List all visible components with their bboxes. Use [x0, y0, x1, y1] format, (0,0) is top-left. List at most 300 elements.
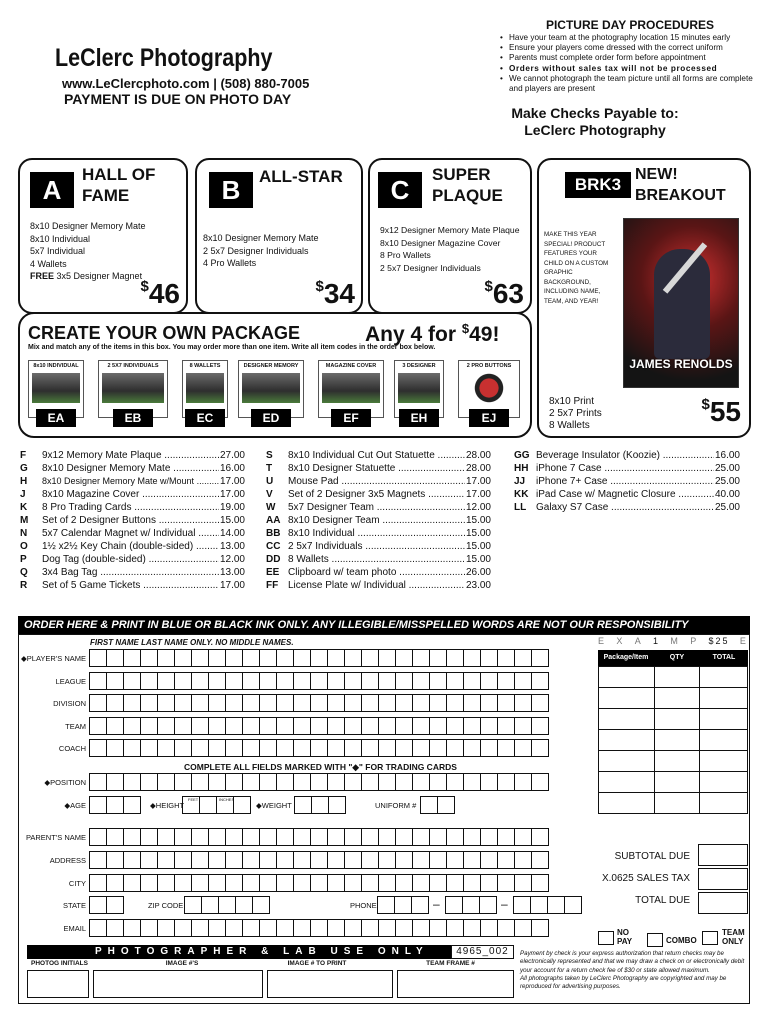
diamond-icon: ◆: [150, 801, 156, 810]
total-due-box[interactable]: [698, 892, 748, 914]
package-brk3-price: [702, 396, 742, 428]
item-code: FF: [266, 580, 279, 591]
procedures-list: [500, 33, 760, 94]
item-price: 13.00: [219, 567, 245, 578]
item-desc: Set of 5 Game Tickets .....: [42, 579, 219, 592]
item-code: DD: [266, 554, 281, 565]
package-a-price-value: 46: [148, 278, 180, 309]
breakout-poster-image: [623, 218, 739, 388]
package-b-item: 4 Pro Wallets: [203, 258, 257, 268]
company-name: LeClerc Photography: [55, 44, 273, 72]
package-a-price: [141, 278, 181, 310]
parents-name-label: PARENT'S NAME: [25, 833, 86, 842]
poster-name: JAMES RENOLDS: [629, 357, 733, 371]
item-code: BB: [266, 528, 281, 539]
package-c-price-value: 63: [492, 278, 524, 309]
package-a-item: 4 Wallets: [30, 258, 67, 269]
city-label: CITY: [68, 879, 86, 888]
thumbnail-image: [462, 373, 516, 403]
team-grid[interactable]: [90, 717, 549, 735]
item-code: G: [20, 463, 28, 474]
example-letter: A: [634, 636, 643, 646]
package-c-item: 8 Pro Wallets: [380, 250, 431, 260]
diamond-icon: ◆: [64, 801, 71, 810]
payment-notice: PAYMENT IS DUE ON PHOTO DAY: [64, 91, 292, 107]
package-a-item: 5x7 Individual: [30, 246, 86, 256]
thumbnail-label: 2 PRO BUTTONS: [466, 363, 512, 369]
item-row: [514, 501, 740, 514]
item-price: 15.00: [219, 515, 245, 526]
package-c-item: 2 5x7 Designer Individuals: [380, 262, 481, 273]
diamond-icon: ◆: [20, 654, 27, 663]
package-b-item: 2 5x7 Designer Individuals: [203, 245, 309, 256]
thumbnail-code: EA: [36, 409, 76, 427]
item-price: 25.00: [714, 502, 740, 513]
thumbnail-label: 3 DESIGNER: [402, 363, 436, 369]
thumbnail-label: 2 5X7 INDIVIDUALS: [107, 363, 159, 369]
thumbnail-label: 8 WALLETS: [189, 363, 221, 369]
item-code: KK: [514, 489, 529, 500]
item-desc: 5x7 Designer Team .....: [288, 501, 465, 514]
item-row: [266, 501, 491, 514]
procedure-item: • Orders without sales tax will not be processed: [500, 64, 760, 74]
thumbnail-label: MAGAZINE COVER: [325, 363, 377, 369]
procedures-title: PICTURE DAY PROCEDURES: [545, 18, 715, 32]
item-row: [514, 488, 740, 501]
item-price: 12.00: [219, 554, 245, 565]
age-grid[interactable]: [90, 796, 141, 814]
item-price: 14.00: [219, 528, 245, 539]
lab-header: TEAM FRAME #: [426, 960, 475, 967]
item-code: Q: [20, 567, 28, 578]
player-name-grid[interactable]: [90, 649, 549, 667]
order-banner: ORDER HERE & PRINT IN BLUE OR BLACK INK ONLY. ANY ILLEGIBLE/MISSPELLED WORDS ARE NOT OUR RESPONSIBILITY: [18, 616, 750, 634]
phone-dash: –: [501, 897, 508, 911]
item-price: 19.00: [219, 502, 245, 513]
col-qty: QTY: [669, 654, 685, 661]
package-c-letter: C: [378, 172, 422, 208]
coach-grid[interactable]: [90, 739, 549, 757]
item-row: [20, 462, 245, 475]
currency-symbol: $: [484, 278, 493, 295]
item-price: 23.00: [465, 580, 491, 591]
package-brk3-item: 2 5x7 Prints: [549, 408, 602, 419]
item-code: CC: [266, 541, 281, 552]
order-table[interactable]: [598, 666, 748, 814]
package-b-title: ALL-STAR: [259, 167, 343, 186]
item-price: 16.00: [714, 450, 740, 461]
example-qty: 1: [653, 636, 661, 646]
item-code: F: [20, 450, 27, 461]
coach-label: COACH: [58, 744, 86, 753]
item-row: [266, 475, 491, 488]
lab-fields: [27, 970, 514, 998]
package-c-items: [380, 224, 532, 274]
item-price: 25.00: [714, 476, 740, 487]
package-brk3-box: [537, 158, 751, 438]
zip-grid[interactable]: [185, 896, 270, 914]
trading-card-note: [184, 762, 457, 773]
item-code: LL: [514, 502, 527, 513]
position-grid[interactable]: [90, 773, 549, 791]
thumbnail-code: EJ: [469, 409, 509, 427]
item-row: [20, 566, 245, 579]
item-desc: Set of 2 Designer Buttons .....: [42, 514, 219, 527]
item-price: 17.00: [465, 489, 491, 500]
item-code: T: [266, 463, 273, 474]
item-row: [266, 579, 491, 592]
item-desc: 3x4 Bag Tag .....: [42, 566, 219, 579]
thumbnail-image: [102, 373, 164, 403]
item-code: S: [266, 450, 273, 461]
subtotal-label: SUBTOTAL DUE: [614, 851, 690, 862]
lab-header: IMAGE # TO PRINT: [287, 960, 347, 967]
item-price: 15.00: [465, 554, 491, 565]
no-pay-line-2: PAY: [617, 937, 633, 946]
example-letter: X: [616, 636, 625, 646]
checks-payable: [505, 105, 685, 139]
currency-symbol: $: [140, 278, 149, 295]
photographer-lab-bar: PHOTOGRAPHER & LAB USE ONLY: [27, 945, 514, 959]
item-price: 13.00: [219, 541, 245, 552]
age-label: [0, 801, 86, 810]
thumbnail-ec: [182, 360, 228, 425]
item-code: GG: [514, 450, 530, 461]
phone-area-grid[interactable]: [378, 896, 429, 914]
address-grid[interactable]: [90, 851, 549, 869]
team-only-line-1: TEAM: [722, 928, 745, 937]
weight-grid[interactable]: [295, 796, 346, 814]
item-desc: 8 Wallets .....: [288, 553, 465, 566]
diamond-icon: ◆: [256, 801, 262, 810]
image-to-print-field[interactable]: [267, 970, 393, 998]
checks-line-2: LeClerc Photography: [524, 122, 666, 138]
position-text: POSITION: [50, 778, 86, 787]
thumbnail-ea: [28, 360, 84, 425]
player-name-text: PLAYER'S NAME: [26, 654, 86, 663]
position-label: [0, 778, 86, 787]
item-row: [514, 462, 740, 475]
item-row: [266, 566, 491, 579]
package-brk3-title: NEW! BREAKOUT: [635, 166, 726, 204]
sales-tax-box[interactable]: [698, 868, 748, 890]
item-desc: Dog Tag (double-sided) .....: [42, 553, 219, 566]
item-price: 15.00: [465, 515, 491, 526]
thumbnail-code: EB: [113, 409, 153, 427]
package-brk3-item: 8x10 Print: [549, 396, 595, 407]
disclaimer-payment: Payment by check is your express authorization that return checks may be electronically represented and that we may draw a check on or electronically debit your account for a return check fee of $30 or state allowed maximum.: [520, 950, 745, 974]
thumbnail-eb: [98, 360, 168, 425]
item-price: 16.00: [219, 463, 245, 474]
order-table-header: [598, 650, 748, 666]
thumbnail-image: [322, 373, 380, 403]
phone-dash: –: [433, 897, 440, 911]
package-a-letter: A: [30, 172, 74, 208]
item-desc: 8x10 Designer Memory Mate w/Mount .....: [42, 475, 219, 488]
zip-label: ZIP CODE: [148, 901, 184, 910]
no-pay-label: [617, 928, 632, 946]
item-desc: Galaxy S7 Case .....: [536, 501, 714, 514]
package-brk3-promo: MAKE THIS YEAR SPECIAL! PRODUCT FEATURES YOUR CHILD ON A CUSTOM GRAPHIC BACKGROUND, INCLUDING NAME, TEAM, AND YEAR!: [544, 231, 609, 305]
item-price: 26.00: [465, 567, 491, 578]
team-only-label: [722, 928, 745, 946]
item-desc: 8x10 Magazine Cover .....: [42, 488, 219, 501]
thumbnail-code: EC: [185, 409, 225, 427]
lab-header: PHOTOG INITIALS: [31, 960, 88, 967]
combo-checkbox[interactable]: [647, 933, 663, 947]
uniform-grid[interactable]: [421, 796, 455, 814]
disclaimer: [520, 950, 752, 991]
thumbnail-image: [32, 373, 80, 403]
package-b-letter: B: [209, 172, 253, 208]
lab-header: IMAGE #'S: [165, 960, 199, 967]
package-brk3-item: 8 Wallets: [549, 420, 590, 431]
team-label: TEAM: [65, 722, 86, 731]
procedure-item: • We cannot photograph the team picture until all forms are complete and players are present: [500, 74, 760, 94]
thumbnail-ed: [238, 360, 304, 425]
item-desc: 9x12 Memory Mate Plaque .....: [42, 449, 219, 462]
col-total: TOTAL: [712, 654, 736, 661]
company-contact: www.LeClercphoto.com | (508) 880-7005: [62, 76, 310, 91]
league-grid[interactable]: [90, 672, 549, 690]
package-c-box: [368, 158, 532, 314]
item-row: [20, 579, 245, 592]
item-row: [266, 449, 491, 462]
team-frame-field[interactable]: [397, 970, 514, 998]
item-row: [266, 488, 491, 501]
item-desc: 2 5x7 Individuals .....: [288, 540, 465, 553]
item-row: [20, 449, 245, 462]
item-row: [266, 527, 491, 540]
parents-name-grid[interactable]: [90, 828, 549, 846]
phone-prefix-grid[interactable]: [446, 896, 497, 914]
item-desc: iPhone 7+ Case .....: [536, 475, 714, 488]
thumbnail-label: 8x10 INDIVIDUAL: [33, 363, 79, 369]
package-a-items: [30, 220, 186, 283]
trading-note-post: " FOR TRADING CARDS: [358, 762, 457, 772]
example-letter: M: [670, 636, 680, 646]
item-code: AA: [266, 515, 281, 526]
address-label: ADDRESS: [49, 856, 86, 865]
thumbnail-image: [398, 373, 440, 403]
example-letter: E: [598, 636, 607, 646]
example-total: $25: [708, 636, 730, 646]
item-row: [20, 540, 245, 553]
package-b-item: 8x10 Designer Memory Mate: [203, 233, 319, 243]
item-desc: 8x10 Designer Statuette .....: [288, 462, 465, 475]
item-desc: 8x10 Individual .....: [288, 527, 465, 540]
item-code: V: [266, 489, 273, 500]
item-price: 40.00: [714, 489, 740, 500]
subtotal-box[interactable]: [698, 844, 748, 866]
thumbnail-code: ED: [251, 409, 291, 427]
checks-line-1: Make Checks Payable to:: [511, 105, 679, 121]
item-code: R: [20, 580, 28, 591]
package-b-price: [316, 278, 356, 310]
item-desc: 8x10 Designer Team .....: [288, 514, 465, 527]
item-desc: iPhone 7 Case .....: [536, 462, 714, 475]
example-letter: E: [739, 636, 748, 646]
item-desc: 8x10 Designer Memory Mate .....: [42, 462, 219, 475]
package-b-items: [203, 232, 359, 270]
item-code: M: [20, 515, 29, 526]
item-row: [266, 514, 491, 527]
age-text: AGE: [70, 801, 86, 810]
item-price: 28.00: [465, 463, 491, 474]
item-row: [20, 527, 245, 540]
procedure-item: • Parents must complete order form before appointment: [500, 53, 760, 63]
lab-headers: [27, 960, 514, 967]
package-a-title: HALL OF FAME: [82, 165, 156, 205]
example-row: [598, 636, 748, 648]
currency-symbol: $: [461, 321, 470, 336]
player-name-label: [0, 654, 86, 663]
package-brk3-items: [549, 396, 639, 432]
diamond-icon: ◆: [44, 778, 51, 787]
cyo-offer-price: 49!: [469, 323, 500, 346]
package-a-box: [18, 158, 188, 314]
item-desc: Beverage Insulator (Koozie) .....: [536, 449, 714, 462]
cyo-instructions: Mix and match any of the items in this box. You may order more than one item. Write all item codes in the order box below.: [28, 344, 436, 351]
item-code: P: [20, 554, 27, 565]
diamond-icon: ◆: [352, 762, 359, 772]
item-row: [20, 475, 245, 488]
procedure-item: • Have your team at the photography location 15 minutes early: [500, 33, 760, 43]
feet-label: FEET: [188, 797, 199, 802]
disclaimer-copyright: All photographs taken by LeClerc Photography are copyrighted and may be reproduced for advertising purposes.: [520, 974, 727, 991]
items-column-1: [20, 449, 245, 592]
city-grid[interactable]: [90, 874, 549, 892]
item-desc: 1½ x2½ Key Chain (double-sided) .....: [42, 540, 219, 553]
state-label: STATE: [62, 901, 86, 910]
item-row: [266, 540, 491, 553]
cyo-offer-text: Any 4 for: [365, 323, 462, 346]
height-label: [150, 801, 184, 810]
email-grid[interactable]: [90, 919, 549, 937]
item-code: EE: [266, 567, 280, 578]
division-label: DIVISION: [53, 699, 86, 708]
item-price: 15.00: [465, 541, 491, 552]
team-only-checkbox[interactable]: [702, 931, 718, 945]
currency-symbol: $: [315, 278, 324, 295]
item-desc: 5x7 Calendar Magnet w/ Individual .....: [42, 527, 219, 540]
item-desc: Mouse Pad .....: [288, 475, 465, 488]
thumbnail-ef: [318, 360, 384, 425]
package-b-box: [195, 158, 363, 314]
package-brk3-price-value: 55: [709, 396, 741, 427]
weight-text: WEIGHT: [261, 801, 292, 810]
item-price: 28.00: [465, 450, 491, 461]
item-price: 27.00: [219, 450, 245, 461]
package-a-item: 8x10 Designer Memory Mate: [30, 221, 146, 231]
item-desc: Set of 2 Designer 3x5 Magnets .....: [288, 488, 465, 501]
item-price: 12.00: [465, 502, 491, 513]
item-code: JJ: [514, 476, 526, 487]
state-grid[interactable]: [90, 896, 124, 914]
item-row: [514, 449, 740, 462]
item-price: 17.00: [219, 489, 245, 500]
image-numbers-field[interactable]: [93, 970, 263, 998]
free-item: 3x5 Designer Magnet: [54, 271, 143, 281]
phone-label: PHONE: [350, 901, 377, 910]
procedure-item: • Ensure your players come dressed with the correct uniform: [500, 43, 760, 53]
no-pay-checkbox[interactable]: [598, 931, 614, 945]
inches-label: INCHES: [219, 797, 235, 802]
package-a-item: 8x10 Individual: [30, 233, 91, 244]
thumbnail-ej: [458, 360, 520, 425]
item-code: H: [20, 476, 28, 487]
item-code: HH: [514, 463, 529, 474]
trading-note-pre: COMPLETE ALL FIELDS MARKED WITH ": [184, 762, 353, 772]
item-code: N: [20, 528, 28, 539]
combo-label: COMBO: [666, 936, 697, 945]
weight-label: [256, 801, 292, 810]
item-desc: Clipboard w/ team photo .....: [288, 566, 465, 579]
height-text: HEIGHT: [155, 801, 185, 810]
item-row: [20, 514, 245, 527]
uniform-label: UNIFORM #: [375, 801, 417, 810]
league-label: LEAGUE: [55, 677, 86, 686]
sales-tax-label: X.0625 SALES TAX: [601, 873, 690, 884]
item-row: [20, 553, 245, 566]
package-c-price: [485, 278, 525, 310]
package-c-title: SUPER PLAQUE: [432, 165, 503, 205]
item-code: W: [266, 502, 276, 513]
item-code: O: [20, 541, 28, 552]
item-row: [514, 475, 740, 488]
item-row: [20, 501, 245, 514]
item-desc: 8 Pro Trading Cards .....: [42, 501, 219, 514]
items-column-3: [514, 449, 740, 514]
item-desc: 8x10 Individual Cut Out Statuette .....: [288, 449, 465, 462]
thumbnail-code: EH: [399, 409, 439, 427]
item-row: [266, 553, 491, 566]
lab-number: 4965_002: [451, 945, 514, 959]
package-brk3-code: BRK3: [565, 172, 631, 198]
item-row: [266, 462, 491, 475]
item-code: J: [20, 489, 26, 500]
package-b-price-value: 34: [323, 278, 355, 309]
name-note: FIRST NAME LAST NAME ONLY. NO MIDDLE NAMES.: [90, 638, 294, 647]
package-c-item: 9x12 Designer Memory Mate Plaque: [380, 225, 520, 235]
thumbnail-code: EF: [331, 409, 371, 427]
item-price: 17.00: [219, 580, 245, 591]
thumbnail-image: [242, 373, 300, 403]
thumbnail-label: DESIGNER MEMORY: [243, 363, 299, 369]
cyo-title: CREATE YOUR OWN PACKAGE: [28, 323, 301, 343]
package-c-item: 8x10 Designer Magazine Cover: [380, 237, 501, 248]
team-only-line-2: ONLY: [722, 937, 744, 946]
total-due-label: TOTAL DUE: [635, 895, 690, 906]
item-price: 25.00: [714, 463, 740, 474]
item-row: [20, 488, 245, 501]
free-word: FREE: [30, 271, 55, 281]
division-grid[interactable]: [90, 694, 549, 712]
example-letter: P: [690, 636, 699, 646]
item-price: 17.00: [465, 476, 491, 487]
thumbnail-eh: [394, 360, 444, 425]
item-desc: iPad Case w/ Magnetic Closure .....: [536, 488, 714, 501]
item-price: 17.00: [219, 476, 245, 487]
col-package-item: Package/Item: [603, 654, 649, 661]
item-code: U: [266, 476, 274, 487]
currency-symbol: $: [701, 396, 710, 413]
thumbnail-image: [186, 373, 224, 403]
email-label: EMAIL: [63, 924, 86, 933]
item-desc: License Plate w/ Individual .....: [288, 579, 465, 592]
photog-initials-field[interactable]: [27, 970, 89, 998]
items-column-2: [266, 449, 491, 592]
